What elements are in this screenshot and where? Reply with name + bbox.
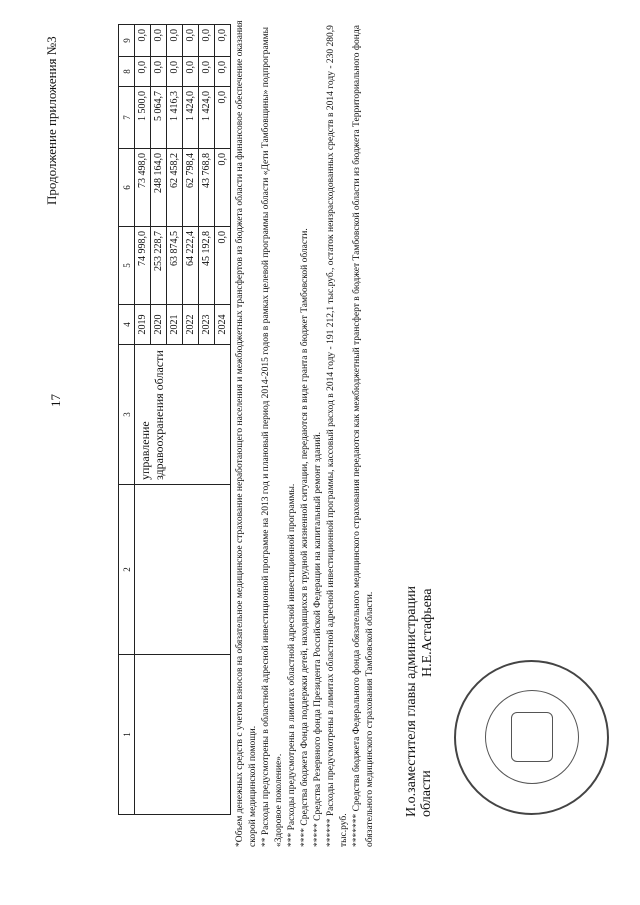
empty-cell [135,485,231,655]
footnotes [234,17,377,847]
value-cell: 73 498,0 [135,149,151,227]
value-cell: 62 798,4 [183,149,199,227]
footnote: *Объем денежных средств с учетом взносов на обязательное медицинское страхование неработающего населения и межбюджетных трансфертов из бюджета области на финансовое обеспечение оказания скорой медицинской помощи. [235,20,258,847]
value-cell: 74 998,0 [135,227,151,305]
value-cell: 0,0 [215,227,231,305]
value-cell: 62 458,2 [167,149,183,227]
value-cell: 0,0 [199,25,215,57]
year-cell: 2021 [167,305,183,345]
continuation-title: Продолжение приложения №3 [44,36,59,205]
value-cell: 0,0 [215,25,231,57]
value-cell: 0,0 [167,57,183,87]
year-cell: 2024 [215,305,231,345]
value-cell: 248 164,0 [151,149,167,227]
header-cell: 2 [119,485,135,655]
header-cell: 5 [119,227,135,305]
page-number: 17 [48,394,63,407]
value-cell: 1 500,0 [135,87,151,149]
value-cell: 0,0 [215,149,231,227]
value-cell: 0,0 [183,57,199,87]
header-cell: 4 [119,305,135,345]
value-cell: 63 874,5 [167,227,183,305]
value-cell: 1 424,0 [199,87,215,149]
value-cell: 0,0 [215,57,231,87]
footnote: ****** Расходы предусмотрены в лимитах областной адресной инвестиционной программы, кассовый расход в 2014 году - 191 212,1 тыс.руб., остаток неизрасходованных средств в 2014 году - 230 280,9 тыс.руб. [326,25,349,847]
value-cell: 5 064,7 [151,87,167,149]
footnote: ** Расходы предусмотрены в областной адресной инвестиционной программе на 2013 год и плановый период 2014-2015 годов в рамках целевой программы области «Дети Тамбовщины» подпрограммы «Здоровое поколение». [261,27,284,847]
value-cell: 0,0 [199,57,215,87]
value-cell: 253 228,7 [151,227,167,305]
footnote: ***** Средства Резервного фонда Президента Российской Федерации на капитальный ремонт зданий. [313,432,323,847]
year-cell: 2020 [151,305,167,345]
signatory-name: Н.Е.Астафьева [420,588,435,677]
header-cell: 6 [119,149,135,227]
value-cell: 0,0 [151,25,167,57]
value-cell: 0,0 [215,87,231,149]
value-cell: 64 222,4 [183,227,199,305]
signature-block [404,586,435,817]
department-cell: управление здравоохранения области [135,345,231,485]
value-cell: 1 416,3 [167,87,183,149]
year-cell: 2022 [183,305,199,345]
value-cell: 45 192,8 [199,227,215,305]
footnote: **** Средства бюджета Фонда поддержки детей, находящихся в трудной жизненной ситуации, передаются в виде гранта в бюджет Тамбовской области. [300,228,310,847]
footnote: *** Расходы предусмотрены в лимитах областной адресной инвестиционной программы. [287,483,297,847]
header-cell: 3 [119,345,135,485]
header-cell: 1 [119,655,135,815]
header-cell: 9 [119,25,135,57]
value-cell: 0,0 [151,57,167,87]
budget-table [118,24,231,815]
header-cell: 8 [119,57,135,87]
value-cell: 0,0 [167,25,183,57]
value-cell: 0,0 [135,25,151,57]
header-cell: 7 [119,87,135,149]
empty-cell [135,655,231,815]
signature-title: И.о.заместителя главы администрации [404,586,419,817]
year-cell: 2019 [135,305,151,345]
value-cell: 0,0 [183,25,199,57]
value-cell: 0,0 [135,57,151,87]
value-cell: 43 768,8 [199,149,215,227]
table-row [135,25,151,815]
table-header-row [119,25,135,815]
official-seal-stamp [454,660,609,815]
year-cell: 2023 [199,305,215,345]
signature-title-2: области [419,770,434,817]
value-cell: 1 424,0 [183,87,199,149]
footnote: ******* Средства бюджета Федерального фонда обязательного медицинского страхования передаются как межбюджетный трансферт в бюджет Тамбовской области из бюджета Территориального фонда обязательного медицинского страхования Тамбовской области. [352,25,375,847]
